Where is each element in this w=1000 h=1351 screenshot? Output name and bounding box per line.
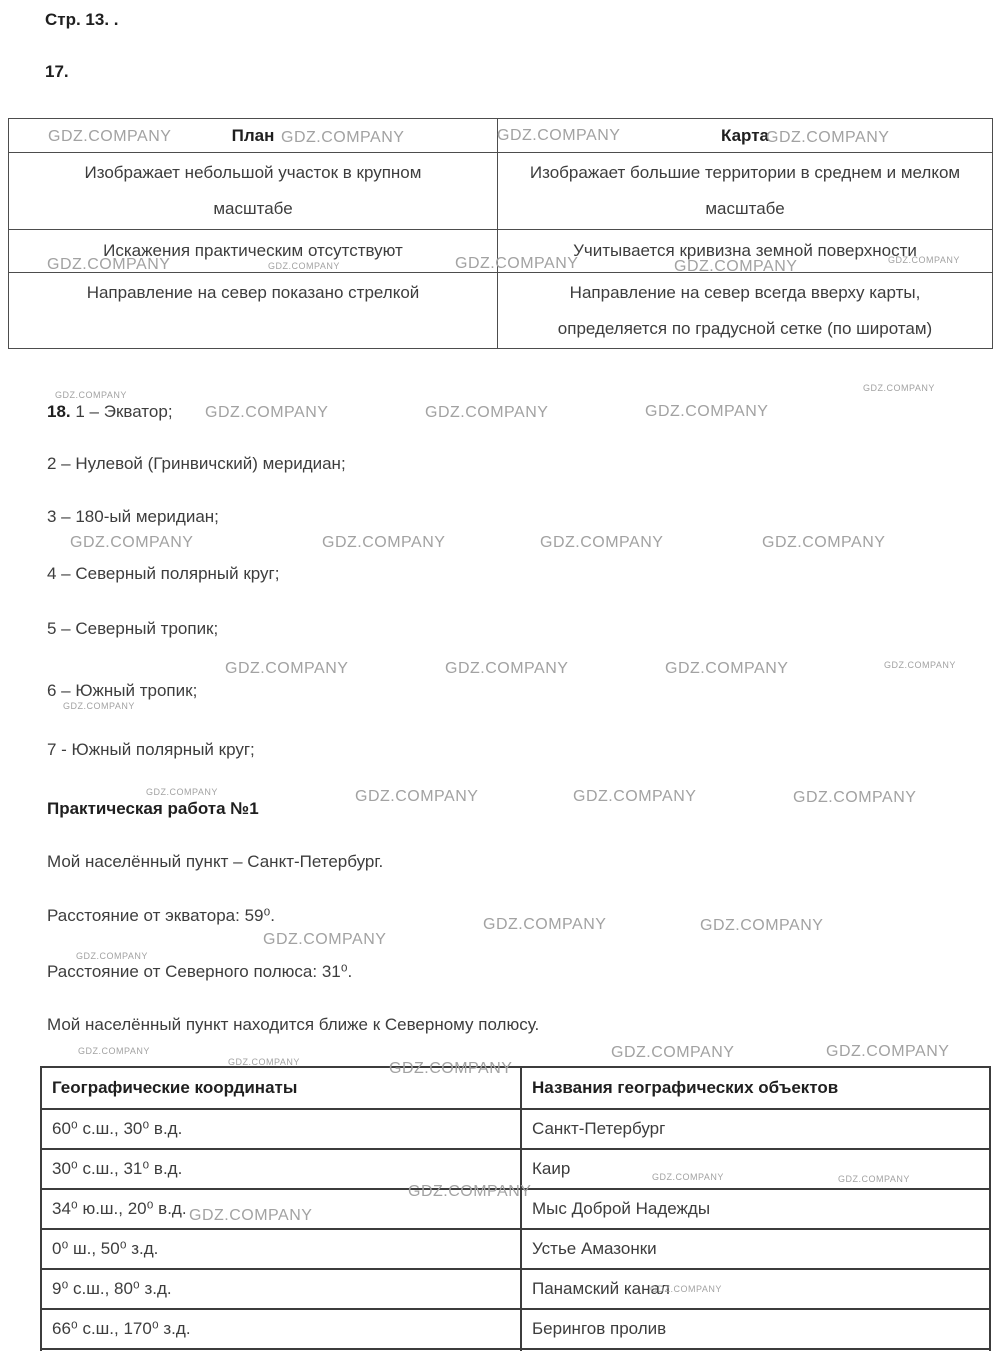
table-header-row xyxy=(9,119,993,153)
cell-text: Искажения практическим отсутствуют xyxy=(103,241,403,260)
watermark: GDZ.COMPANY xyxy=(205,404,329,421)
watermark: GDZ.COMPANY xyxy=(322,534,446,551)
table-cell xyxy=(498,273,993,349)
page-label: Стр. 13. . xyxy=(45,10,119,29)
practical-work-title: Практическая работа №1 xyxy=(47,799,259,818)
coords-cell: 34⁰ ю.ш., 20⁰ в.д. xyxy=(41,1189,521,1229)
answer18-item-3: 3 – 180-ый меридиан; xyxy=(47,507,219,526)
watermark: GDZ.COMPANY xyxy=(762,534,886,551)
practical-work-line-1: Мой населённый пункт – Санкт-Петербург. xyxy=(47,852,384,871)
coords-cell: 60⁰ с.ш., 30⁰ в.д. xyxy=(41,1109,521,1149)
table-row xyxy=(9,273,993,349)
map-column-header: Карта xyxy=(498,119,993,153)
watermark: GDZ.COMPANY xyxy=(573,788,697,805)
watermark: GDZ.COMPANY xyxy=(540,534,664,551)
object-cell: Каир xyxy=(521,1149,990,1189)
watermark: GDZ.COMPANY xyxy=(146,787,218,797)
watermark: GDZ.COMPANY xyxy=(263,931,387,948)
table-row xyxy=(9,153,993,230)
table-cell xyxy=(9,273,498,349)
cell-text: Направление на север показано стрелкой xyxy=(86,283,420,302)
watermark: GDZ.COMPANY xyxy=(888,255,960,265)
watermark: GDZ.COMPANY xyxy=(355,788,479,805)
answer18-item-1 xyxy=(47,402,173,422)
objects-column-header: Названия географических объектов xyxy=(521,1067,990,1109)
table-row xyxy=(41,1189,990,1229)
watermark: GDZ.COMPANY xyxy=(78,1046,150,1056)
watermark: GDZ.COMPANY xyxy=(611,1044,735,1061)
object-cell: Санкт-Петербург xyxy=(521,1109,990,1149)
watermark: GDZ.COMPANY xyxy=(700,917,824,934)
watermark: GDZ.COMPANY xyxy=(268,261,340,271)
object-cell: Панамский канал xyxy=(521,1269,990,1309)
table-cell xyxy=(9,230,498,273)
watermark: GDZ.COMPANY xyxy=(70,534,194,551)
watermark: GDZ.COMPANY xyxy=(645,403,769,420)
watermark: GDZ.COMPANY xyxy=(228,1057,300,1067)
watermark: GDZ.COMPANY xyxy=(766,129,890,146)
table-cell xyxy=(498,153,993,230)
table-row xyxy=(9,230,993,273)
cell-text: Учитывается кривизна земной поверхности xyxy=(573,241,917,260)
watermark: GDZ.COMPANY xyxy=(674,258,798,275)
answer18-item-7: 7 - Южный полярный круг; xyxy=(47,740,255,759)
watermark: GDZ.COMPANY xyxy=(455,255,579,272)
plan-map-table xyxy=(8,118,993,349)
plan-column-header: План xyxy=(9,119,498,153)
coordinates-column-header: Географические координаты xyxy=(41,1067,521,1109)
table-header-row xyxy=(41,1067,990,1109)
practical-work-line-4: Мой населённый пункт находится ближе к Северному полюсу. xyxy=(47,1015,540,1034)
table-row xyxy=(41,1109,990,1149)
table-row xyxy=(41,1309,990,1349)
answer18-item-5: 5 – Северный тропик; xyxy=(47,619,219,638)
cell-text: Изображает большие территории в среднем и мелком масштабе xyxy=(529,163,961,218)
watermark: GDZ.COMPANY xyxy=(483,916,607,933)
watermark: GDZ.COMPANY xyxy=(665,660,789,677)
coords-cell: 0⁰ ш., 50⁰ з.д. xyxy=(41,1229,521,1269)
answer18-item-2: 2 – Нулевой (Гринвичский) меридиан; xyxy=(47,454,346,473)
coords-cell: 66⁰ с.ш., 170⁰ з.д. xyxy=(41,1309,521,1349)
watermark: GDZ.COMPANY xyxy=(389,1060,513,1077)
table-cell xyxy=(498,230,993,273)
watermark: GDZ.COMPANY xyxy=(838,1174,910,1184)
question-17-label: 17. xyxy=(45,62,69,81)
watermark: GDZ.COMPANY xyxy=(189,1207,313,1224)
coords-cell: 30⁰ с.ш., 31⁰ в.д. xyxy=(41,1149,521,1189)
table-cell xyxy=(9,153,498,230)
coords-cell: 9⁰ с.ш., 80⁰ з.д. xyxy=(41,1269,521,1309)
watermark: GDZ.COMPANY xyxy=(497,127,621,144)
object-cell: Мыс Доброй Надежды xyxy=(521,1189,990,1229)
watermark: GDZ.COMPANY xyxy=(281,129,405,146)
cell-text: Изображает небольшой участок в крупном масштабе xyxy=(84,163,422,218)
watermark: GDZ.COMPANY xyxy=(425,404,549,421)
answer18-item-4: 4 – Северный полярный круг; xyxy=(47,564,280,583)
watermark: GDZ.COMPANY xyxy=(225,660,349,677)
answer18-text: 1 – Экватор; xyxy=(75,402,173,421)
watermark: GDZ.COMPANY xyxy=(47,256,171,273)
table-row xyxy=(41,1149,990,1189)
watermark: GDZ.COMPANY xyxy=(63,701,135,711)
watermark: GDZ.COMPANY xyxy=(652,1172,724,1182)
table-row xyxy=(41,1269,990,1309)
answer18-number: 18. xyxy=(47,402,71,421)
practical-work-line-2: Расстояние от экватора: 59⁰. xyxy=(47,906,276,925)
watermark: GDZ.COMPANY xyxy=(650,1284,722,1294)
watermark: GDZ.COMPANY xyxy=(863,383,935,393)
cell-text: Направление на север всегда вверху карты, определяется по градусной сетке (по широтам) xyxy=(557,283,933,338)
object-cell: Берингов пролив xyxy=(521,1309,990,1349)
table-row xyxy=(41,1229,990,1269)
watermark: GDZ.COMPANY xyxy=(76,951,148,961)
watermark: GDZ.COMPANY xyxy=(55,390,127,400)
practical-work-line-3: Расстояние от Северного полюса: 31⁰. xyxy=(47,962,353,981)
object-cell: Устье Амазонки xyxy=(521,1229,990,1269)
watermark: GDZ.COMPANY xyxy=(408,1183,532,1200)
watermark: GDZ.COMPANY xyxy=(445,660,569,677)
watermark: GDZ.COMPANY xyxy=(826,1043,950,1060)
answer18-item-6: 6 – Южный тропик; xyxy=(47,681,198,700)
watermark: GDZ.COMPANY xyxy=(793,789,917,806)
watermark: GDZ.COMPANY xyxy=(48,128,172,145)
watermark: GDZ.COMPANY xyxy=(884,660,956,670)
coordinates-table xyxy=(40,1066,991,1351)
